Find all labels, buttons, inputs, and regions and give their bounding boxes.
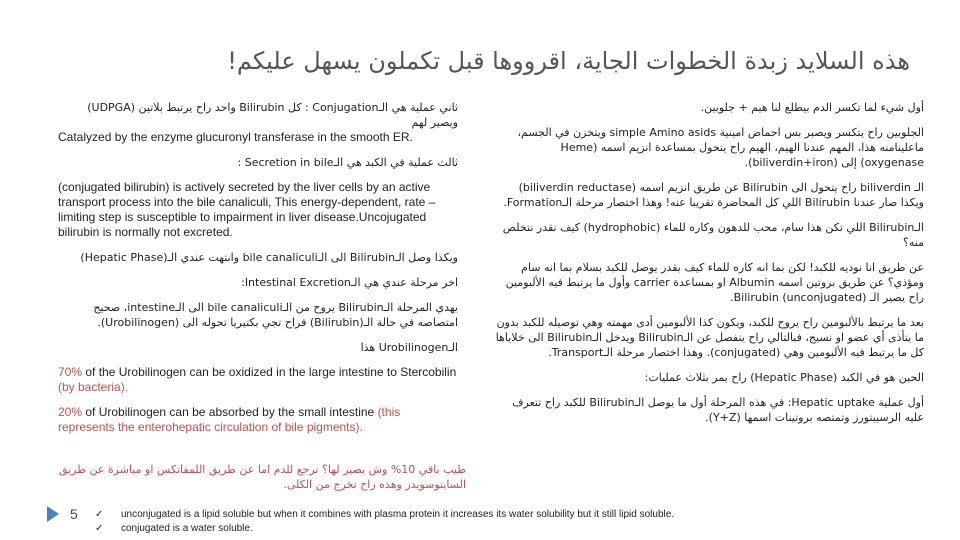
right-column — [494, 100, 924, 435]
left-paragraph-2-en: (conjugated bilirubin) is actively secreted by the liver cells by an active transport process into the bile canaliculi, This energy-dependent, rate – limiting step is susceptible to impairment in liver disease.Uncojugated bilirubin is normally not excreted. — [58, 180, 436, 239]
checkmark-icon: ✓ — [95, 509, 104, 520]
footer-note-2-text: conjugated is a water soluble. — [121, 523, 253, 534]
left-column — [58, 100, 458, 445]
left-paragraph-8-text: of Urobilinogen can be absorbed by the small intestine — [85, 405, 375, 419]
left-paragraph-7-en — [58, 365, 458, 395]
footer-note-1-text: unconjugated is a lipid soluble but when it combines with plasma protein it increases its water solubility but it still lipid soluble. — [121, 509, 675, 520]
left-paragraph-6-ar: الـUrobilinogen هذا — [360, 341, 458, 354]
left-paragraph-2-ar: ثالث عملية في الكبد هي الـSecretion in bile : — [237, 156, 458, 169]
right-paragraph-2: الجلوبين راح يتكسر ويصير بس احماض امينية simple Amino asids ويتخزن في الجسم، ماعلينامنه هذا، المهم عندنا الهيم، الهيم راح يتحول بمساعدة انزيم اسمه (Heme oxygenase) إلى (biliverdin+iron). — [517, 126, 924, 169]
percent-20: 20% — [58, 405, 83, 419]
left-paragraph-9-ar: طيب باقي 10% وش يصير لها؟ ترجع للدم اما عن طريق اللمفاتكس او مباشرة عن طريق السايتوسويدز وهذه راح تخرج من الكلى. — [58, 463, 466, 491]
right-paragraph-4: الـBilirubin اللي تكن هذا سام، محب للدهون وكاره للماء (hydrophobic) كيف نقدر نتخلص منه؟ — [502, 221, 924, 249]
slide-title: هذه السلايد زبدة الخطوات الجاية، اقرووها قبل تكملون يسهل عليكم! — [227, 47, 910, 75]
slide-bullet-icon — [47, 506, 59, 522]
footer-note-1 — [95, 508, 674, 522]
page-number: 5 — [70, 506, 78, 522]
left-paragraph-1-ar: ثاني عملية هي الـConjugation : كل Bilirubin واحد راح يرتبط بلاتين (UDPGA) ويصير لهم — [87, 101, 458, 129]
left-paragraph-3-ar: ويكذا وصل الـBilirubin الى الـbile canaliculi وانتهت عندي الـ(Hepatic Phase) — [80, 251, 458, 264]
right-paragraph-3: الـ biliverdin راح يتحول الى Bilirubin عن طريق انزيم اسمه (biliverdin reductase) ويكذا صار عندنا Bilirubin اللي كل المحاضرة تقريبا عنه! وهذا اختصار مرحلة الـFormation. — [503, 181, 924, 209]
footer-notes — [95, 508, 674, 536]
left-paragraph-5-ar: يهدي المرحلة الـBilirubin يروح من الـbile canaliculi الى الـintestine، صحيح امتصاصه في حالة الـ(Bilirubin) فراح تجي بكتيريا تحوله الى (Urobilinogen). — [93, 301, 458, 329]
left-paragraph-8-en — [58, 405, 458, 435]
left-paragraph-7-paren: (by bacteria). — [58, 380, 129, 394]
percent-70: 70% — [58, 365, 83, 379]
left-paragraph-7-text: of the Urobilinogen can be oxidized in the large intestine to Stercobilin — [85, 365, 457, 379]
right-paragraph-5: عن طريق انا نوديه للكبد! لكن بما انه كاره للماء كيف بقدر يوصل للكبد بسلام بما انه سام ومؤذي؟ عن طريق بروتين اسمه Albumin او بمساعدة carrier وأول ما يرتبط فيه الألبومين راح يصير الـ Bilirubin (unconjugated). — [505, 261, 924, 304]
right-paragraph-7: الحين هو في الكبد (Hepatic Phase) راح يمر بثلاث عمليات: — [644, 371, 924, 384]
left-paragraph-4-ar: اخر مرحلة عندي هي الـIntestinal Excretion: — [241, 276, 458, 289]
right-paragraph-8: أول عملية Hepatic uptake: في هذه المرحلة أول ما يوصل الـBilirubin للكبد راح تتعرف عليه الرسيبتورز وتمتصه بروتينات اسمها (Y+Z). — [512, 396, 924, 424]
left-paragraph-8-paren: (this represents the enterohepatic circulation of bile pigments). — [58, 405, 401, 434]
checkmark-icon: ✓ — [95, 523, 104, 534]
right-paragraph-6: بعد ما يرتبط بالألبومين راح يروح للكبد، ويكون كذا الألبومين أدى مهمته وهي توصيله للكبد بدون ما يتأذى أي عضو او نسيج، فبالتالي راح ينفصل عن الـBilirubin ويدخل الـBilirubin الى خلاياها كل ما يرتبط فيه الألبومين وهي (conjugated). وهذا اختصار مرحلة الـTransport. — [495, 316, 924, 359]
footer-note-2 — [95, 522, 674, 536]
left-paragraph-1-en: Catalyzed by the enzyme glucuronyl transferase in the smooth ER. — [58, 130, 413, 144]
right-paragraph-1: أول شيء لما تكسر الدم بيطلع لنا هيم + جلوبين. — [700, 101, 924, 114]
